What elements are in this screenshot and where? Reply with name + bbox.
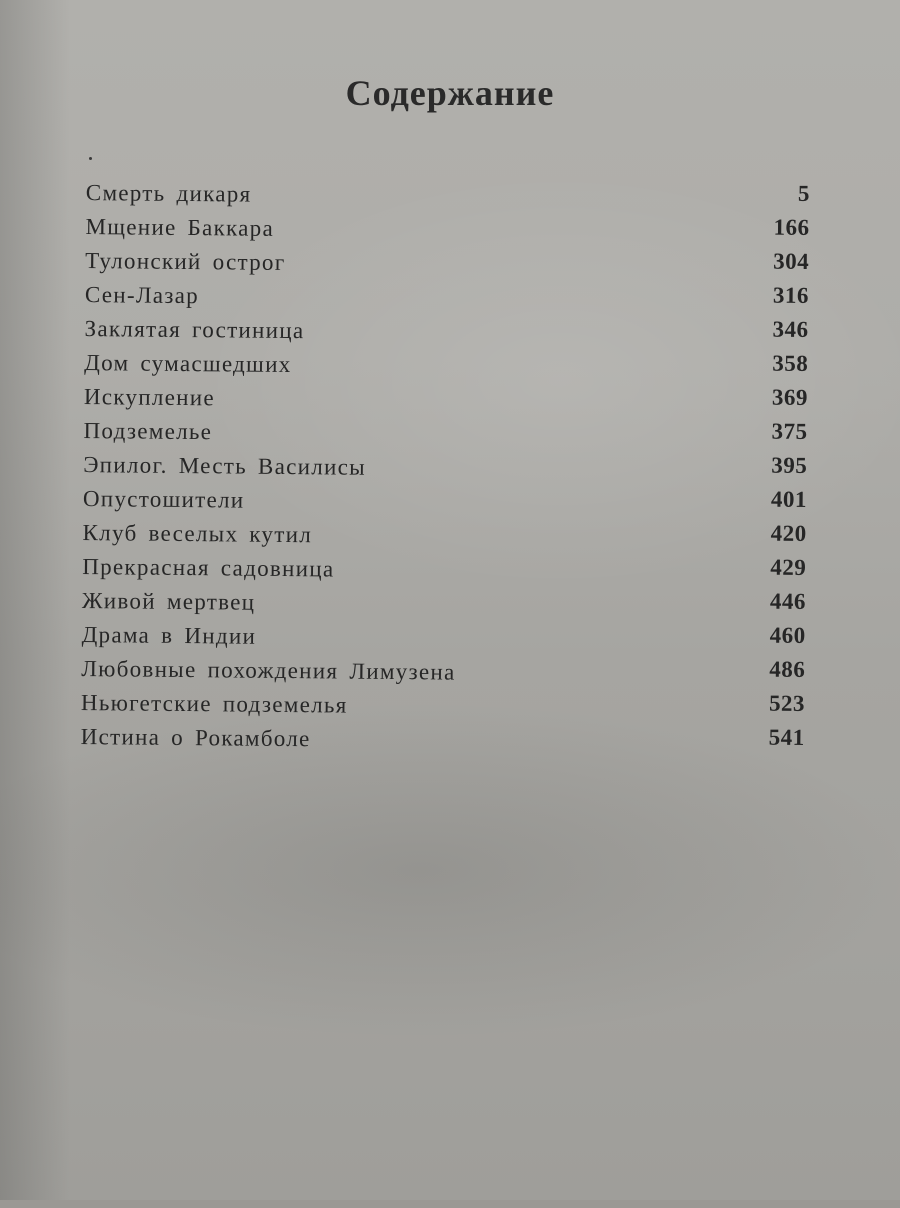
- toc-entry-title: Сен-Лазар: [84, 282, 200, 309]
- toc-entry-title: Живой мертвец: [81, 588, 256, 615]
- toc-entry-page: 486: [769, 656, 806, 682]
- toc-entry-page: 369: [771, 384, 809, 410]
- toc-entry-page: 304: [773, 248, 810, 275]
- toc-entry-page: 358: [772, 350, 809, 376]
- page-title: Содержание: [345, 73, 555, 113]
- toc-entry-page: 346: [772, 316, 809, 343]
- toc-entry-page: 446: [769, 588, 807, 614]
- toc-entry-title: Опустошители: [82, 486, 245, 513]
- toc-entry-title: Дом сумасшедших: [84, 350, 292, 378]
- toc-entry-title: Истина о Рокамболе: [80, 724, 311, 752]
- toc-entry-title: Подземелье: [83, 418, 213, 445]
- toc-entry-title: Клуб веселых кутил: [82, 520, 313, 548]
- toc-entry-title: Смерть дикаря: [85, 180, 252, 207]
- toc-entry-title: Любовные похождения Лимузена: [81, 656, 456, 685]
- toc-entry-page: 316: [772, 282, 810, 309]
- toc-entry-page: 420: [770, 520, 807, 546]
- toc-entry-title: Ньюгетские подземелья: [80, 690, 348, 718]
- toc-entry-page: 166: [773, 214, 810, 241]
- toc-entry-page: 375: [771, 418, 808, 444]
- toc-entry-page: 401: [770, 486, 808, 512]
- toc-entry-title: Прекрасная садовница: [82, 554, 335, 582]
- toc-entry: [80, 724, 804, 765]
- toc-entry-page: 460: [769, 622, 806, 648]
- toc-entry-title: Драма в Индии: [81, 622, 257, 649]
- toc-entry-title: Заклятая гостиница: [84, 316, 305, 344]
- toc-entry-page: 429: [770, 554, 807, 580]
- toc-entry-page: 5: [797, 180, 811, 207]
- toc-entry-page: 523: [768, 690, 806, 716]
- toc-entry-page: 395: [771, 452, 808, 478]
- toc-entry-title: Мщение Баккара: [85, 214, 275, 241]
- toc-entry-page: 541: [768, 724, 805, 750]
- toc-entry-title: Искупление: [83, 384, 216, 411]
- toc-entry-title: Эпилог. Месть Василисы: [83, 452, 367, 480]
- toc-entry-title: Тулонский острог: [85, 248, 286, 275]
